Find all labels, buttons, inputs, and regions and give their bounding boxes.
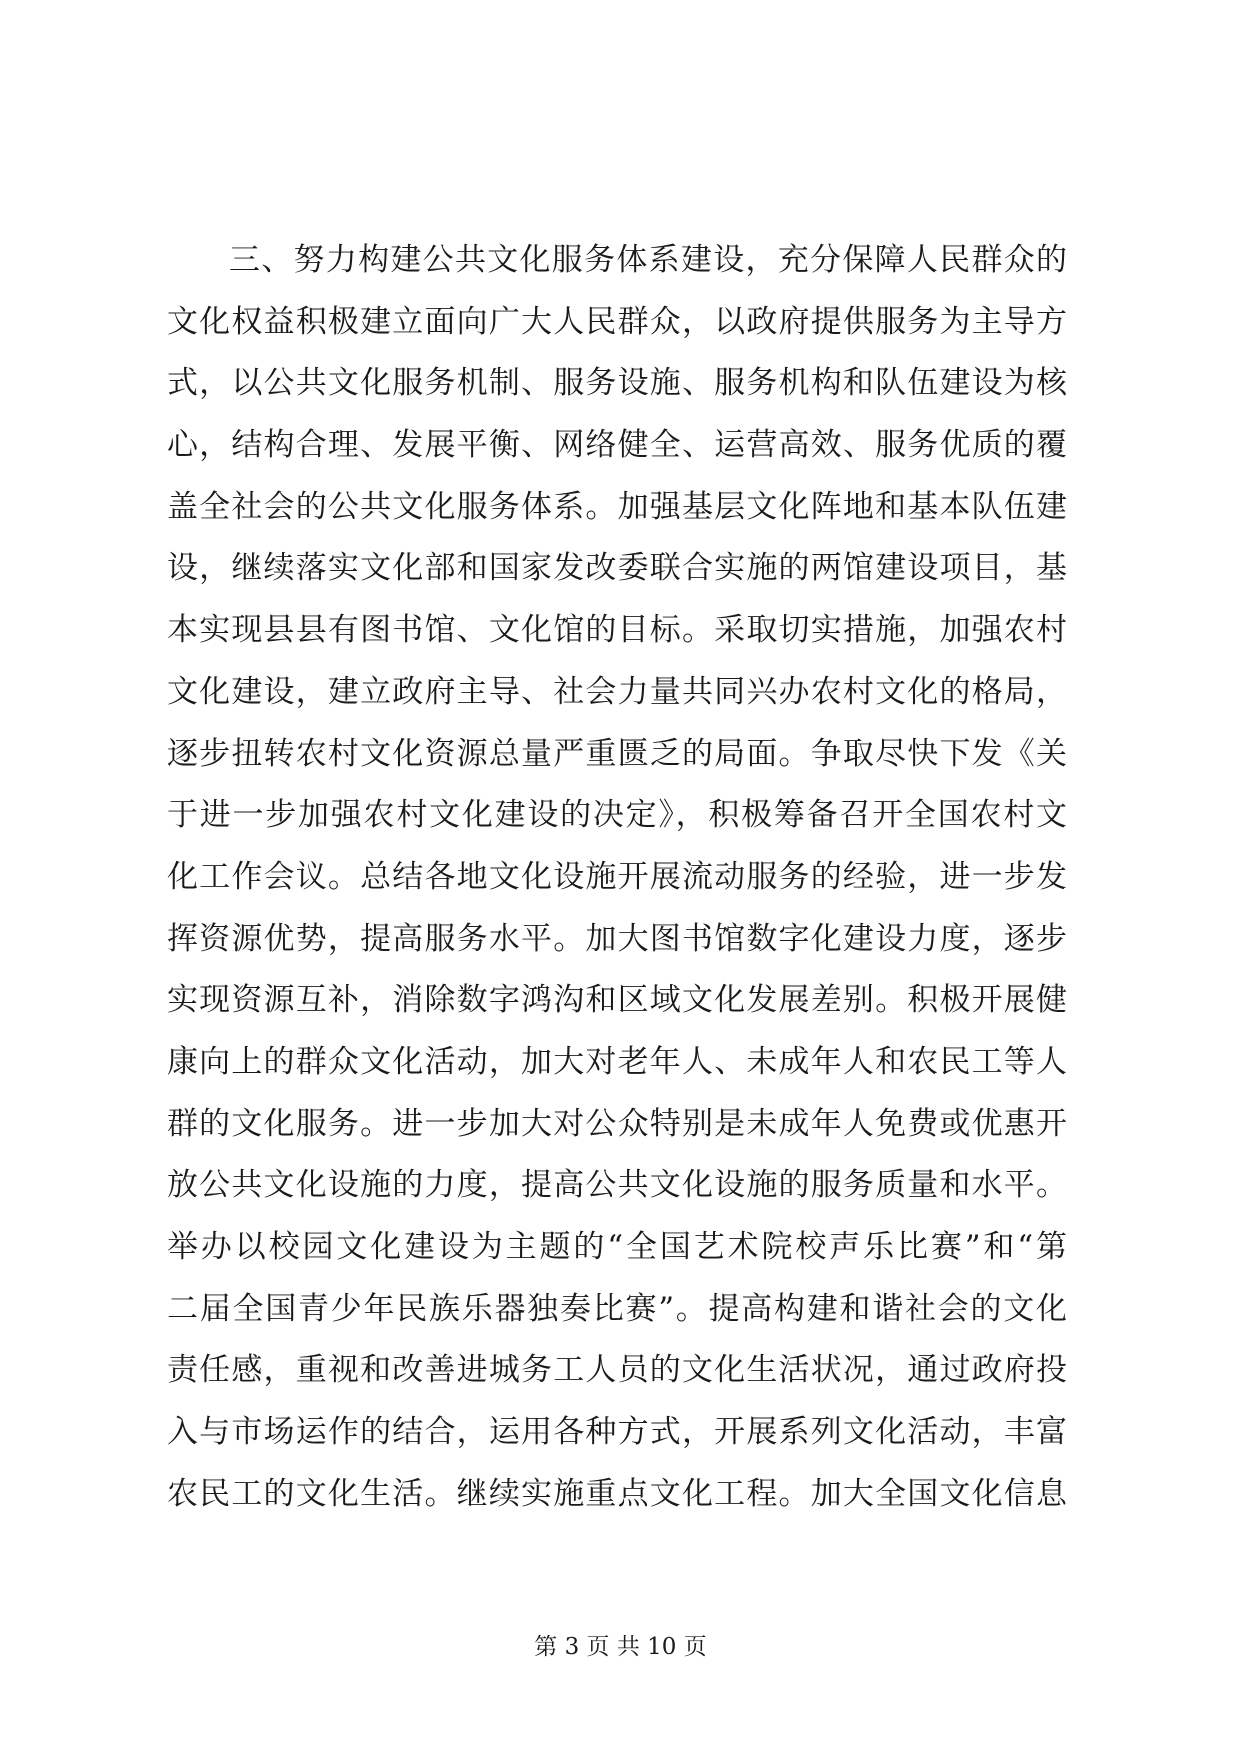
text-line: 文化建设，建立政府主导、社会力量共同兴办农村文化的格局， xyxy=(167,673,1067,710)
text-line: 挥资源优势，提高服务水平。加大图书馆数字化建设力度，逐步 xyxy=(167,920,1067,957)
text-line: 设，继续落实文化部和国家发改委联合实施的两馆建设项目，基 xyxy=(167,550,1067,587)
text-line: 心，结构合理、发展平衡、网络健全、运营高效、服务优质的覆 xyxy=(167,427,1067,464)
text-line: 群的文化服务。进一步加大对公众特别是未成年人免费或优惠开 xyxy=(167,1105,1067,1142)
text-line: 责任感，重视和改善进城务工人员的文化生活状况，通过政府投 xyxy=(167,1352,1067,1389)
text-line: 二届全国青少年民族乐器独奏比赛”。提高构建和谐社会的文化 xyxy=(167,1290,1067,1327)
text-line: 入与市场运作的结合，运用各种方式，开展系列文化活动，丰富 xyxy=(167,1414,1067,1451)
text-line: 化工作会议。总结各地文化设施开展流动服务的经验，进一步发 xyxy=(167,858,1067,895)
text-line: 康向上的群众文化活动，加大对老年人、未成年人和农民工等人 xyxy=(167,1043,1067,1080)
text-line: 文化权益积极建立面向广大人民群众，以政府提供服务为主导方 xyxy=(167,303,1067,340)
page-number-footer: 第 3 页 共 10 页 xyxy=(534,1634,707,1660)
text-line: 逐步扭转农村文化资源总量严重匮乏的局面。争取尽快下发《关 xyxy=(167,735,1067,772)
text-line: 放公共文化设施的力度，提高公共文化设施的服务质量和水平。 xyxy=(167,1167,1067,1204)
text-line: 式，以公共文化服务机制、服务设施、服务机构和队伍建设为核 xyxy=(167,365,1067,402)
body-paragraph xyxy=(167,230,1067,1525)
text-line: 于进一步加强农村文化建设的决定》，积极筹备召开全国农村文 xyxy=(167,797,1067,834)
text-line: 实现资源互补，消除数字鸿沟和区域文化发展差别。积极开展健 xyxy=(167,982,1067,1019)
text-line: 盖全社会的公共文化服务体系。加强基层文化阵地和基本队伍建 xyxy=(167,488,1067,525)
text-line: 举办以校园文化建设为主题的“全国艺术院校声乐比赛”和“第 xyxy=(167,1229,1067,1265)
text-line: 农民工的文化生活。继续实施重点文化工程。加大全国文化信息 xyxy=(167,1475,1067,1512)
text-line: 三、努力构建公共文化服务体系建设，充分保障人民群众的 xyxy=(229,242,1067,278)
text-line: 本实现县县有图书馆、文化馆的目标。采取切实措施，加强农村 xyxy=(167,612,1067,649)
